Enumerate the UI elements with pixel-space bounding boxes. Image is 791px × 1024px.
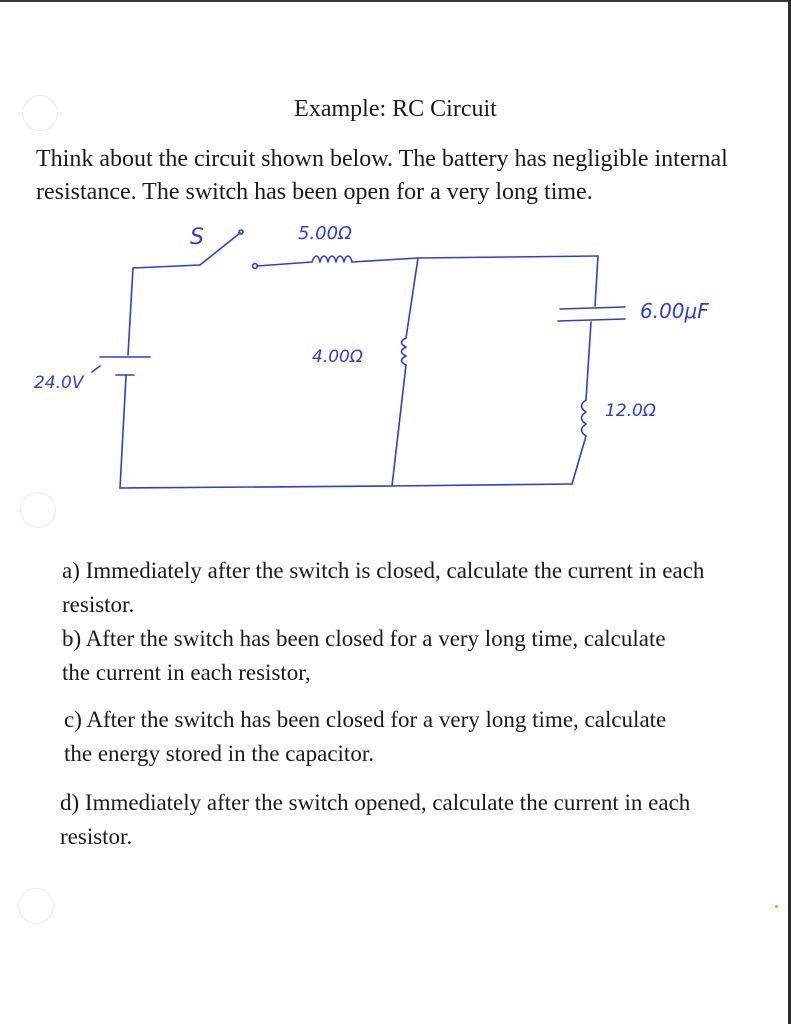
intro-paragraph: Think about the circuit shown below. The battery has negligible internal resistance. The switch has been open for a very long time. [36,146,728,205]
question-a-text: Immediately after the switch is closed, calculate the current in each resistor. [62,558,705,617]
switch-label: S [190,225,204,250]
wire-top-1 [257,262,312,266]
resistor-4ohm [402,338,407,365]
question-d [60,786,740,854]
wire-bottom [120,484,572,488]
question-c [64,703,684,771]
question-b [62,622,682,690]
wire-left-lower [120,376,126,488]
wire-middle-upper [406,258,418,338]
page-title: Example: RC Circuit [294,96,497,122]
punch-hole-bottom [18,888,54,924]
question-a-label: a) [62,558,80,583]
wire-right-middle [586,322,591,400]
capacitor-label: 6.00μF [640,299,709,323]
capacitor-plate-top [560,307,625,309]
wire-top-2 [352,256,598,262]
capacitor-plate-bottom [558,319,625,321]
battery-label-tick [92,366,100,372]
question-b-text: After the switch has been closed for a very long time, calculate the current in each resistor, [62,626,666,685]
switch-blade [200,233,240,265]
scan-speck [775,905,778,908]
battery-label: 24.0V [34,373,84,393]
question-d-label: d) [60,790,80,815]
r1-label: 5.00Ω [298,223,352,244]
wire-middle-lower [392,365,406,486]
wire-right-upper [595,256,598,306]
question-b-label: b) [62,626,82,651]
wire-left-top [133,265,200,268]
question-c-label: c) [64,707,82,732]
resistor-12ohm [582,400,587,436]
question-d-text: Immediately after the switch opened, calculate the current in each resistor. [60,790,691,849]
r2-label: 4.00Ω [312,347,363,367]
resistor-5ohm [312,256,352,262]
r3-label: 12.0Ω [605,401,656,421]
wire-left-upper [128,268,133,355]
question-c-text: After the switch has been closed for a very long time, calculate the energy stored in the capacitor. [64,707,667,766]
wire-right-lower [572,436,586,484]
question-a [62,554,752,622]
switch-pivot [239,230,243,234]
